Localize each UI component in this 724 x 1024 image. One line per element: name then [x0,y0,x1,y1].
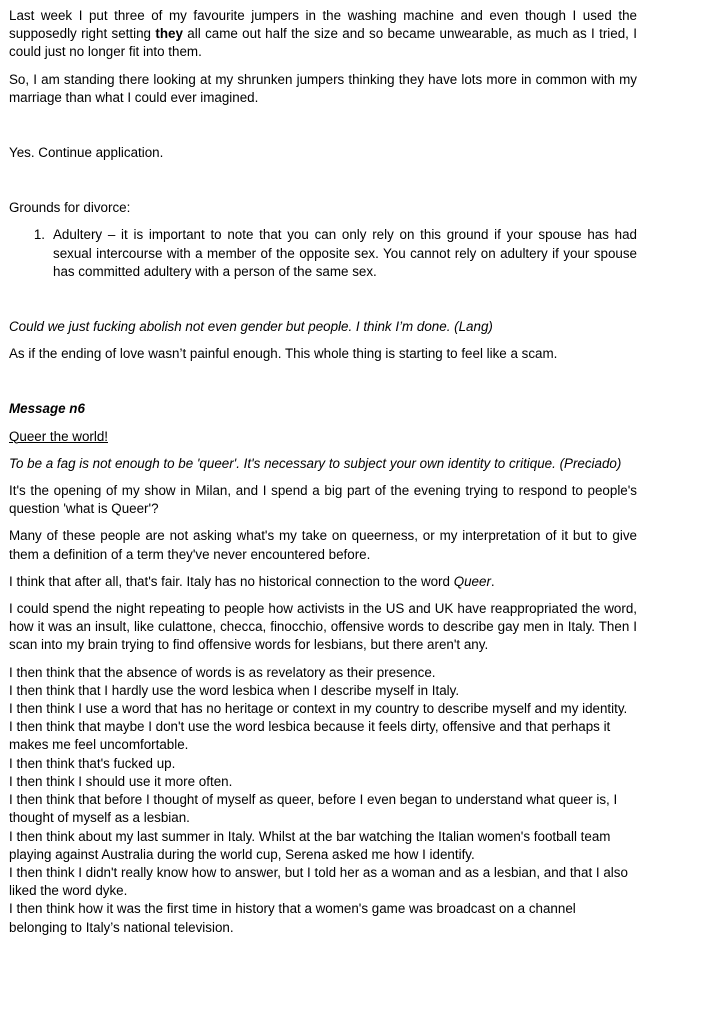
reflection-line: I then think I should use it more often. [9,773,233,789]
section-subheading: Queer the world! [9,428,108,444]
italic-word: Queer [453,573,491,589]
paragraph-text: all came out half the size and so became unwearable, as much as I tried, I could just no longer fit into them. [9,26,637,60]
paragraph-italy-queer [9,573,637,591]
reflection-line: I then think that before I thought of myself as queer, before I even began to understand what queer is, I thought of myself as a lesbian. [9,792,618,826]
reflection-lines [9,664,637,937]
quote-lang: Could we just fucking abolish not even gender but people. I think I’m done. (Lang) [9,319,493,335]
list-number: 1. [33,227,45,243]
reflection-line: I then think that's fucked up. [9,755,176,771]
reflection-line: I then think that maybe I don't use the word lesbica because it feels dirty, offensive and that perhaps it makes me feel uncomfortable. [9,719,611,753]
list-item-text: Adultery – it is important to note that you can only rely on this ground if your spouse has had sexual intercourse with a member of the opposite sex. You cannot rely on adultery if your spouse has committed adultery with a person of the same sex. [53,227,637,279]
paragraph-text: Last week I put three of my favourite jumpers in the washing machine and even though I used the supposedly right setting [9,8,637,42]
document-page [9,7,637,937]
paragraph-continue: Yes. Continue application. [9,145,164,161]
reflection-line: I then think I use a word that has no heritage or context in my country to describe myself and my identity. [9,701,628,717]
paragraph-milan: It's the opening of my show in Milan, and I spend a big part of the evening trying to respond to people's question 'what is Queer'? [9,483,637,517]
message-heading: Message n6 [9,401,85,417]
paragraph-definition: Many of these people are not asking what's my take on queerness, or my interpretation of it but to give them a definition of a term they've never encountered before. [9,528,637,562]
paragraph-jumpers [9,7,637,62]
paragraph-text: I think that after all, that's fair. Italy has no historical connection to the word [9,573,454,589]
paragraph-text: . [490,573,495,589]
reflection-line: I then think that I hardly use the word lesbica when I describe myself in Italy. [9,682,460,698]
reflection-line: I then think I didn't really know how to answer, but I told her as a woman and as a lesbian, and that I also liked the word dyke. [9,864,628,899]
paragraph-shrunken: So, I am standing there looking at my shrunken jumpers thinking they have lots more in common with my marriage than what I could ever imagined. [9,71,637,105]
paragraph-reappropriated: I could spend the night repeating to people how activists in the US and UK have reappropriated the word, how it was an insult, like culattone, checca, finocchio, offensive words to describe gay men in Italy. Then I scan into my brain trying to find offensive words for lesbians, but there aren't any. [9,601,637,653]
list-item [9,226,637,281]
paragraph-grounds: Grounds for divorce: [9,200,131,216]
paragraph-scam: As if the ending of love wasn’t painful enough. This whole thing is starting to feel like a scam. [9,346,558,362]
bold-word: they [155,26,183,42]
quote-preciado: To be a fag is not enough to be 'queer'. It's necessary to subject your own identity to critique. (Preciado) [9,455,622,471]
reflection-line: I then think about my last summer in Italy. Whilst at the bar watching the Italian women's football team playing against Australia during the world cup, Serena asked me how I identify. [9,828,611,862]
reflection-line: I then think that the absence of words is as revelatory as their presence. [9,664,436,680]
grounds-list [9,226,637,281]
reflection-line: I then think how it was the first time in history that a women's game was broadcast on a channel belonging to Italy’s national television. [9,901,576,935]
